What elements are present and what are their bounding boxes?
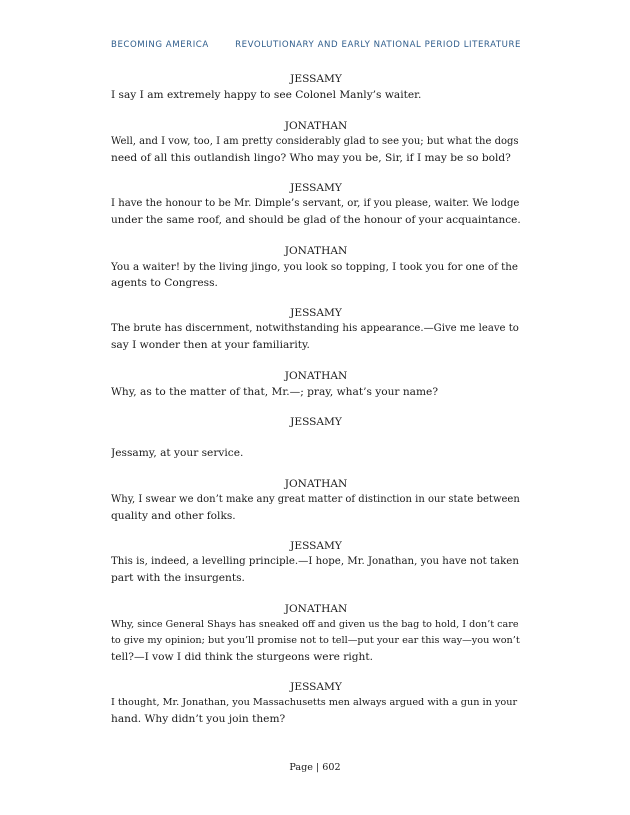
page-number: Page | 602 [289, 762, 341, 773]
speech-block [111, 601, 521, 665]
speech-block [111, 305, 521, 353]
speech-line: Why, I swear we don’t make any great matter of distinction in our state between [111, 493, 520, 505]
speaker-name: JONATHAN [284, 244, 348, 257]
speech-line: need of all this outlandish lingo? Who may you be, Sir, if I may be so bold? [111, 151, 511, 164]
speech-block [111, 180, 521, 228]
speech-block [111, 538, 521, 586]
speech-block [111, 368, 521, 400]
speaker-name: JESSAMY [290, 182, 342, 194]
speech-block [111, 679, 521, 727]
speaker-name: JESSAMY [290, 681, 342, 693]
speech-line: The brute has discernment, notwithstanding his appearance.—Give me leave to [111, 323, 519, 334]
speech-line: quality and other folks. [111, 509, 236, 522]
speech-block [111, 243, 521, 291]
speech-line: I thought, Mr. Jonathan, you Massachusetts men always argued with a gun in your [111, 697, 518, 708]
speech-line: I have the honour to be Mr. Dimple’s servant, or, if you please, waiter. We lodge [111, 198, 520, 209]
speech-block [111, 476, 521, 524]
speech-line: Why, as to the matter of that, Mr.—; pray, what’s your name? [111, 385, 438, 398]
speech-line: say I wonder then at your familiarity. [111, 339, 310, 351]
speech-line: Well, and I vow, too, I am pretty considerably glad to see you; but what the dogs [111, 135, 519, 147]
speech-line: I say I am extremely happy to see Colonel Manly’s waiter. [111, 89, 422, 101]
header-book-title: BECOMING AMERICA [111, 40, 209, 50]
speech-line: This is, indeed, a levelling principle.—I hope, Mr. Jonathan, you have not taken [111, 556, 519, 567]
speech-line: agents to Congress. [111, 276, 218, 289]
speech-line: hand. Why didn’t you join them? [111, 713, 286, 725]
speech-line: tell?—I vow I did think the sturgeons were right. [111, 650, 373, 663]
speech-line: part with the insurgents. [111, 572, 245, 584]
speaker-name: JONATHAN [284, 477, 348, 490]
speech-block [111, 118, 521, 166]
speech-line: Jessamy, at your service. [111, 447, 244, 459]
header-section-title: REVOLUTIONARY AND EARLY NATIONAL PERIOD LITERATURE [235, 40, 521, 50]
speaker-name: JESSAMY [290, 416, 342, 428]
speaker-name: JESSAMY [290, 307, 342, 319]
speaker-name: JESSAMY [290, 540, 342, 552]
speech-block [111, 414, 521, 461]
speaker-name: JONATHAN [284, 119, 348, 132]
speech-line: You a waiter! by the living jingo, you look so topping, I took you for one of the [111, 260, 519, 273]
dialogue [111, 71, 521, 742]
speech-block [111, 71, 521, 103]
speaker-name: JESSAMY [290, 73, 342, 85]
speech-line: to give my opinion; but you’ll promise not to tell—put your ear this way—you won’t [111, 634, 520, 646]
speech-line: under the same roof, and should be glad of the honour of your acquaintance. [111, 214, 521, 226]
speech-line: Why, since General Shays has sneaked off and given us the bag to hold, I don’t care [111, 618, 519, 630]
speaker-name: JONATHAN [284, 369, 348, 382]
speaker-name: JONATHAN [284, 602, 348, 615]
running-header [111, 40, 521, 50]
